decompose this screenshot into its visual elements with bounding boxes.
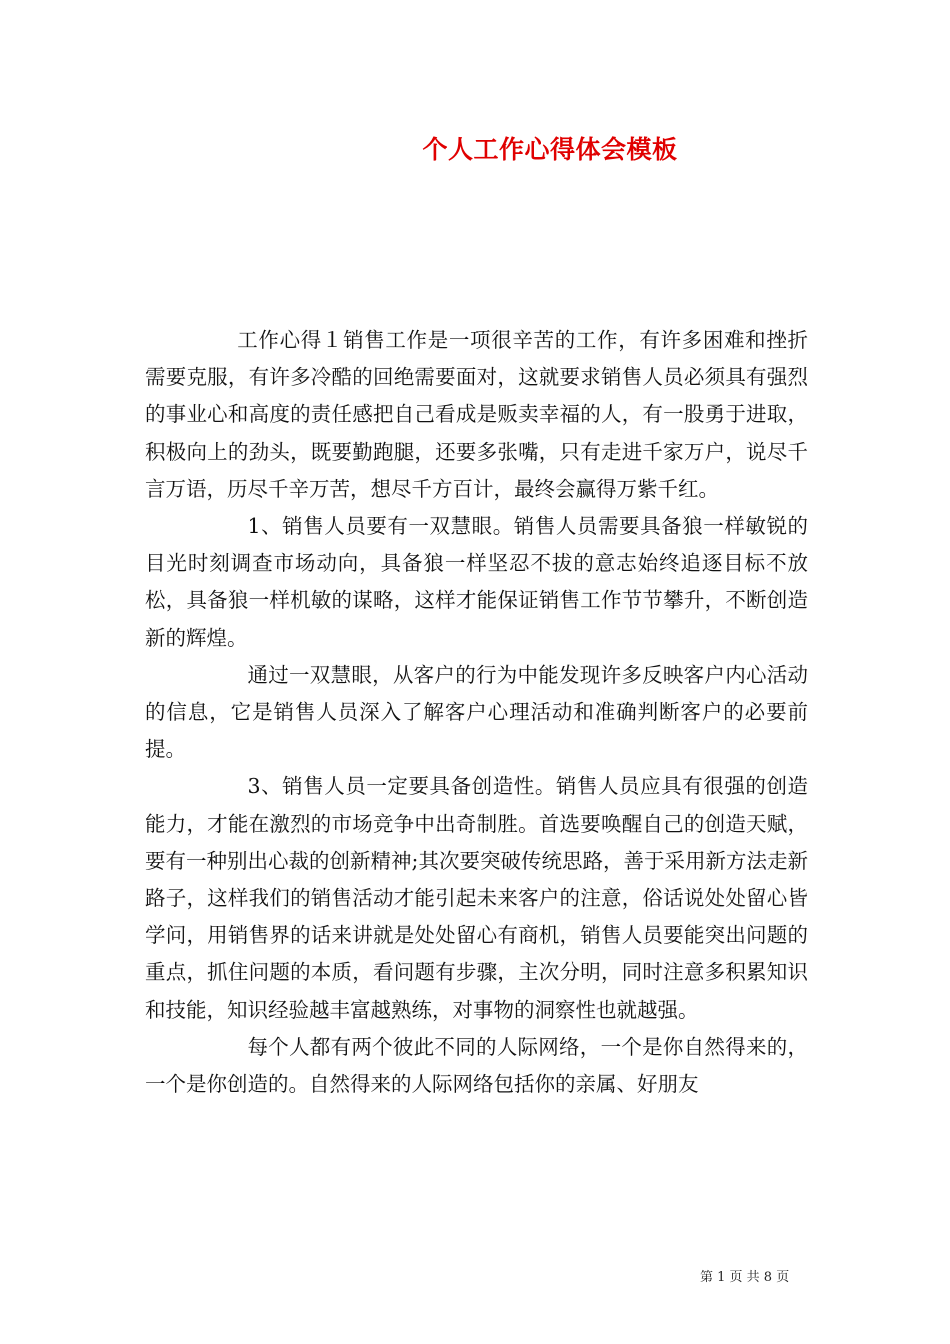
paragraph-point-3: 3、销售人员一定要具备创造性。销售人员应具有很强的创造能力，才能在激烈的市场竞争中出奇制胜。首选要唤醒自己的创造天赋，要有一种别出心裁的创新精神;其次要突破传统思路，善于采用新方法走新路子，这样我们的销售活动才能引起未来客户的注意，俗话说处处留心皆学问，用销售界的话来讲就是处处留心有商机，销售人员要能突出问题的重点，抓住问题的本质，看问题有步骤，主次分明，同时注意多积累知识和技能，知识经验越丰富越熟练，对事物的洞察性也就越强。 <box>145 774 808 1022</box>
paragraph-network: 每个人都有两个彼此不同的人际网络，一个是你自然得来的，一个是你创造的。自然得来的人际网络包括你的亲属、好朋友 <box>145 1034 808 1097</box>
document-title: 个人工作心得体会模板 <box>422 135 678 164</box>
document-body <box>145 322 808 1103</box>
paragraph-point-1: 1、销售人员要有一双慧眼。销售人员需要具备狼一样敏锐的目光时刻调查市场动向，具备狼一样坚忍不拔的意志始终追逐目标不放松，具备狼一样机敏的谋略，这样才能保证销售工作节节攀升，不断创造新的辉煌。 <box>145 514 808 650</box>
page-number: 第 1 页 共 8 页 <box>700 1270 790 1285</box>
paragraph-insight: 通过一双慧眼，从客户的行为中能发现许多反映客户内心活动的信息，它是销售人员深入了解客户心理活动和准确判断客户的必要前提。 <box>145 662 808 762</box>
paragraph-intro: 工作心得１销售工作是一项很辛苦的工作，有许多困难和挫折需要克服，有许多冷酷的回绝需要面对，这就要求销售人员必须具有强烈的事业心和高度的责任感把自己看成是贩卖幸福的人，有一股勇于进取，积极向上的劲头，既要勤跑腿，还要多张嘴，只有走进千家万户，说尽千言万语，历尽千辛万苦，想尽千方百计，最终会赢得万紫千红。 <box>145 328 808 501</box>
